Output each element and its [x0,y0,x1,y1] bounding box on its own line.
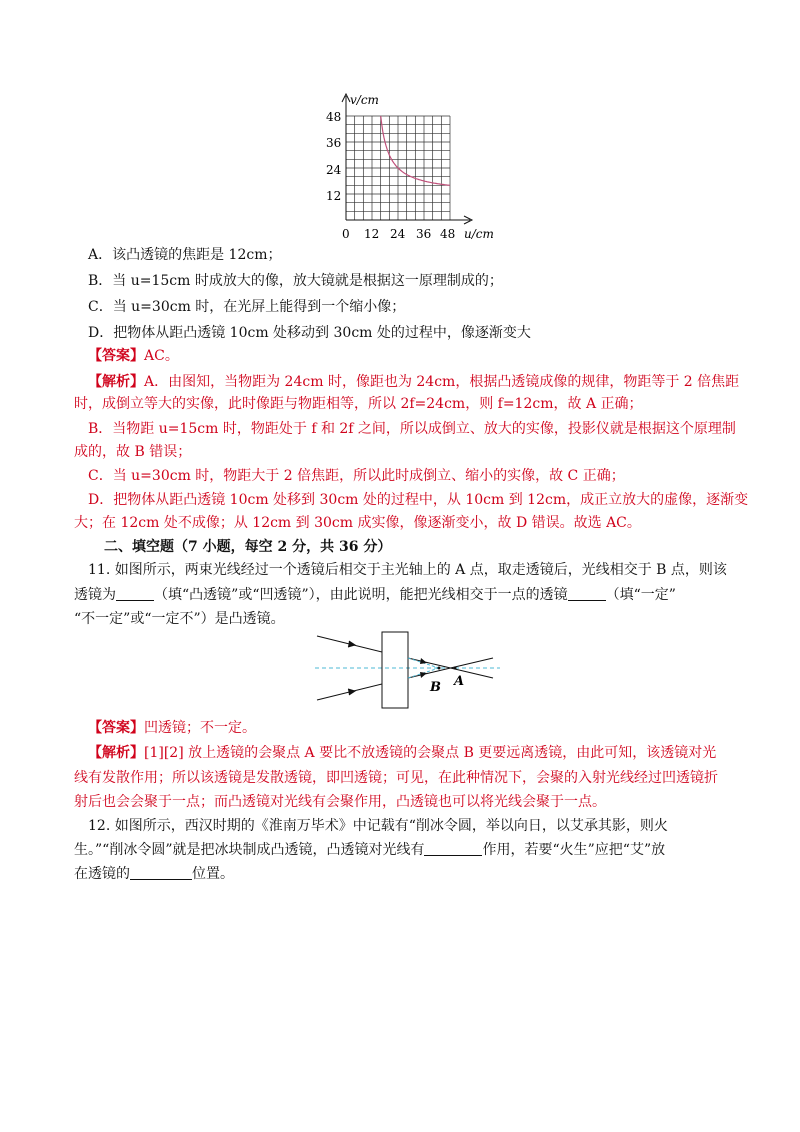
x-tick-36: 36 [416,227,432,241]
analysis-tag: 【解析】 [88,745,144,761]
q10-analysis-3: B．当物距 u=15cm 时，物距处于 f 和 2f 之间，所以成倒立、放大的实像，投影仪就是根据这个原理制 [88,421,736,437]
q10-analysis-2: 时，成倒立等大的实像，此时像距与物距相等，所以 2f=24cm，则 f=12cm，故 A 正确； [74,396,643,412]
q11-text-c: （填“一定” [605,587,676,603]
ray-top-arrow [348,641,355,647]
y-tick-48: 48 [326,110,342,124]
v-u-graph [320,88,500,243]
lens-box [382,632,408,708]
q12-text-b: 作用，若要“火生”应把“艾”放 [482,842,666,858]
q11-blank-2[interactable] [568,586,606,601]
point-b [438,667,441,670]
x-tick-12: 12 [364,227,380,241]
q11-analysis-1 [88,743,716,763]
q11-line-3: “不一定”或“一定不”）是凸透镜。 [74,611,285,627]
q11-text-a: 透镜为 [74,587,116,603]
q12-line-3 [74,864,234,884]
point-a [454,667,457,670]
concave-lens-diagram [315,628,500,712]
y-tick-12: 12 [326,189,342,203]
q11-blank-1[interactable] [116,586,154,601]
analysis-text: [1][2] 放上透镜的会聚点 A 要比不放透镜的会聚点 B 更要远离透镜，由此可知，该透镜对光 [144,745,717,761]
q10-answer [88,346,179,366]
ray-top-out-arrow [420,658,427,664]
x-tick-0: 0 [342,227,350,241]
q10-analysis-5: C．当 u=30cm 时，物距大于 2 倍焦距，所以此时成倒立、缩小的实像，故 C 正确； [88,468,625,484]
label-a: A [454,674,465,689]
y-axis-label: v/cm [350,93,379,107]
q12-text-a: 生。”“削冰令圆”就是把冰块制成凸透镜，凸透镜对光线有 [74,842,425,858]
q11-text-b: （填“凸透镜”或“凹透镜”），由此说明，能把光线相交于一点的透镜 [154,587,568,603]
x-axis-label: u/cm [464,227,494,241]
q11-analysis-3: 射后也会会聚于一点；而凸透镜对光线有会聚作用，凸透镜也可以将光线会聚于一点。 [74,794,606,810]
analysis-text: A．由图知，当物距为 24cm 时，像距也为 24cm，根据凸透镜成像的规律，物距等于 2 倍焦距 [144,374,740,390]
option-d: D．把物体从距凸透镜 10cm 处移动到 30cm 处的过程中，像逐渐变大 [88,325,531,341]
answer-tag: 【答案】 [88,348,144,364]
q12-text-c: 在透镜的 [74,866,130,882]
answer-text: AC。 [144,348,179,364]
option-b: B．当 u=15cm 时成放大的像，放大镜就是根据这一原理制成的； [88,273,503,289]
y-tick-36: 36 [326,136,342,150]
answer-text: 凹透镜；不一定。 [144,720,256,736]
q11-line-2 [74,585,676,605]
section-title: 二、填空题（7 小题，每空 2 分，共 36 分） [104,539,392,555]
q10-analysis-1 [88,372,739,392]
y-tick-24: 24 [326,163,342,177]
answer-tag: 【答案】 [88,720,144,736]
q11-line-1: 11. 如图所示，两束光线经过一个透镜后相交于主光轴上的 A 点，取走透镜后，光线相交于 B 点，则该 [88,562,727,578]
q12-text-d: 位置。 [192,866,234,882]
label-b: B [430,680,441,695]
option-c: C．当 u=30cm 时，在光屏上能得到一个缩小像； [88,299,406,315]
q12-blank-2[interactable] [130,865,192,880]
analysis-tag: 【解析】 [88,374,144,390]
q11-answer [88,718,256,738]
x-tick-48: 48 [440,227,456,241]
q10-analysis-4: 成的，故 B 错误； [74,444,192,460]
q12-blank-1[interactable] [424,841,482,856]
q11-analysis-2: 线有发散作用；所以该透镜是发散透镜，即凹透镜；可见，在此种情况下，会聚的入射光线经过凹透镜折 [74,770,718,786]
x-tick-24: 24 [390,227,406,241]
ray-bottom-arrow [348,689,355,695]
q10-analysis-7: 大；在 12cm 处不成像；从 12cm 到 30cm 成实像，像逐渐变小，故 D 错误。故选 AC。 [74,515,641,531]
q12-line-2 [74,840,665,860]
q10-analysis-6: D．把物体从距凸透镜 10cm 处移到 30cm 处的过程中，从 10cm 到 12cm，成正立放大的虚像，逐渐变 [88,492,749,508]
option-a: A．该凸透镜的焦距是 12cm； [88,247,282,263]
ray-bottom-out-arrow [420,672,427,678]
q12-line-1: 12. 如图所示，西汉时期的《淮南万毕术》中记载有“削冰令圆，举以向日，以艾承其影，则火 [88,818,668,834]
